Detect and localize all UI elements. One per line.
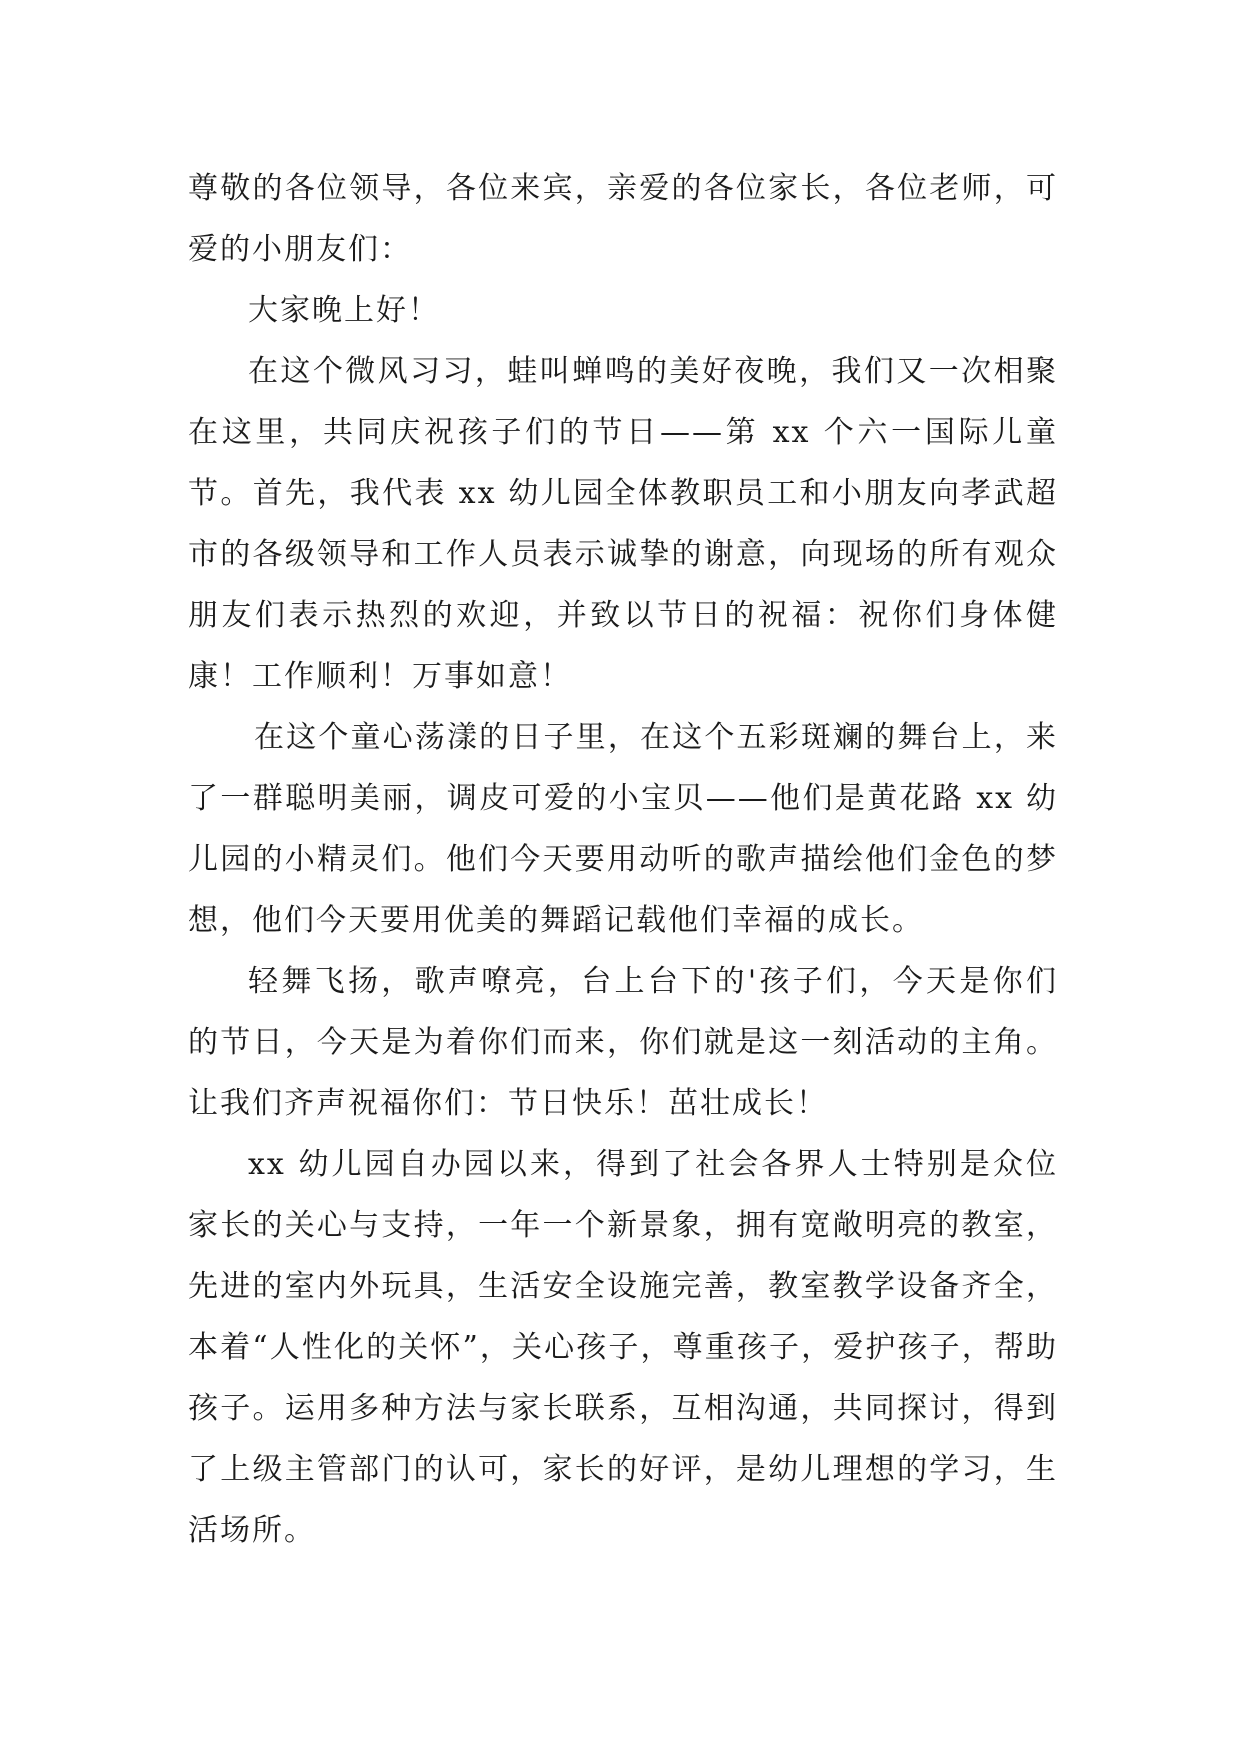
- document-body: [188, 158, 1058, 1561]
- paragraph-2: 在这个童心荡漾的日子里，在这个五彩斑斓的舞台上，来了一群聪明美丽，调皮可爱的小宝贝——他们是黄花路 xx 幼儿园的小精灵们。他们今天要用动听的歌声描绘他们金色的梦想，他们今天要用优美的舞蹈记载他们幸福的成长。: [188, 720, 1058, 938]
- paragraph-1: 在这个微风习习，蛙叫蝉鸣的美好夜晚，我们又一次相聚在这里，共同庆祝孩子们的节日——第 xx 个六一国际儿童节。首先，我代表 xx 幼儿园全体教职员工和小朋友向孝武超市的各级领导和工作人员表示诚挚的谢意，向现场的所有观众朋友们表示热烈的欢迎，并致以节日的祝福：祝你们身体健康！工作顺利！万事如意！: [188, 354, 1058, 694]
- greeting: 大家晚上好！: [248, 293, 440, 328]
- paragraph-4: xx 幼儿园自办园以来，得到了社会各界人士特别是众位家长的关心与支持，一年一个新景象，拥有宽敞明亮的教室，先进的室内外玩具，生活安全设施完善，教室教学设备齐全，本着“人性化的关怀”，关心孩子，尊重孩子，爱护孩子，帮助孩子。运用多种方法与家长联系，互相沟通，共同探讨，得到了上级主管部门的认可，家长的好评，是幼儿理想的学习，生活场所。: [188, 1147, 1058, 1548]
- paragraph-3: 轻舞飞扬，歌声嘹亮，台上台下的'孩子们，今天是你们的节日，今天是为着你们而来，你们就是这一刻活动的主角。让我们齐声祝福你们：节日快乐！茁壮成长！: [188, 964, 1058, 1121]
- salutation: 尊敬的各位领导，各位来宾，亲爱的各位家长，各位老师，可爱的小朋友们：: [188, 171, 1058, 267]
